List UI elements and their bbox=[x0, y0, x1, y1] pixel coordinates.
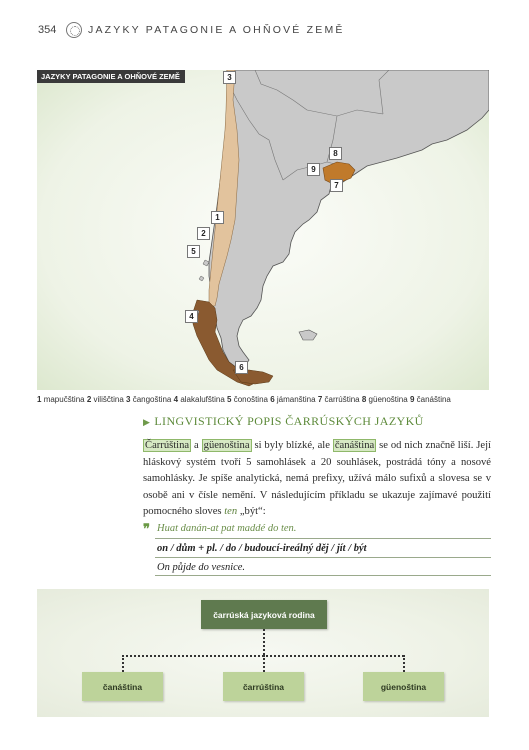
tree-leaf-node: güenoština bbox=[363, 672, 444, 701]
tree-root-node: čarrúská jazyková rodina bbox=[201, 600, 327, 629]
family-tree-diagram bbox=[37, 589, 489, 717]
caption-num: 9 bbox=[409, 395, 415, 404]
page-header bbox=[38, 20, 498, 42]
example-gloss: on / dům + pl. / do / budoucí-ireálný děj / jít / být bbox=[157, 543, 367, 554]
tree-leaf-node: čarrúština bbox=[223, 672, 304, 701]
highlight-term: güenoština bbox=[203, 440, 250, 451]
triangle-bullet-icon: ▶ bbox=[143, 417, 151, 427]
map-figure bbox=[37, 70, 489, 390]
caption-name: čangoština bbox=[132, 395, 172, 404]
quote-mark-icon: ❞ bbox=[143, 521, 150, 536]
caption-num: 4 bbox=[173, 395, 179, 404]
map-marker-6: 6 bbox=[235, 361, 248, 374]
example-translation: On půjde do vesnice. bbox=[157, 562, 246, 573]
highlight-term: Čarrúština bbox=[145, 440, 190, 451]
map-label: JAZYKY PATAGONIE A OHŇOVÉ ZEMĚ bbox=[37, 70, 185, 83]
map-caption bbox=[37, 395, 497, 404]
map-marker-2: 2 bbox=[197, 227, 210, 240]
map-marker-8: 8 bbox=[329, 147, 342, 160]
example-original: Huat danán-at pat maddé do ten. bbox=[157, 523, 297, 534]
book-logo-icon bbox=[66, 22, 82, 38]
caption-name: jámanština bbox=[276, 395, 316, 404]
section-heading bbox=[143, 414, 424, 429]
caption-num: 2 bbox=[86, 395, 92, 404]
map-marker-7: 7 bbox=[330, 179, 343, 192]
caption-name: alakalufština bbox=[180, 395, 225, 404]
map-marker-1: 1 bbox=[211, 211, 224, 224]
caption-num: 5 bbox=[227, 395, 232, 404]
caption-num: 7 bbox=[317, 395, 323, 404]
page-number: 354 bbox=[38, 24, 57, 36]
caption-num: 3 bbox=[126, 395, 131, 404]
paragraph-text: si byly blízké, ale bbox=[251, 440, 333, 451]
map-marker-4: 4 bbox=[185, 310, 198, 323]
map-marker-3: 3 bbox=[223, 71, 236, 84]
map-marker-9: 9 bbox=[307, 163, 320, 176]
section-title-text: LINGVISTICKÝ POPIS ČARRÚSKÝCH JAZYKŮ bbox=[154, 414, 424, 428]
tree-connector bbox=[263, 629, 265, 655]
caption-name: mapučština bbox=[43, 395, 85, 404]
map-marker-5: 5 bbox=[187, 245, 200, 258]
tree-connector bbox=[263, 655, 265, 672]
paragraph-text: „být“: bbox=[237, 506, 266, 518]
paragraph-text: se od nich značně liší. Její hláskový systém tvoří 5 samohlásek a 20 souhlásek, postrádá tóny a nosové samohlásky. Je spíše analytická, nemá prefixy, užívá málo sufixů a slovesa se v osobě ani v čísle nemění. V následujícím příkladu se ukazuje zajímavé použití pomocného sloves bbox=[143, 440, 492, 518]
tree-connector bbox=[403, 655, 405, 672]
caption-name: čonoština bbox=[233, 395, 268, 404]
tree-leaf-node: čanáština bbox=[82, 672, 163, 701]
caption-num: 6 bbox=[270, 395, 275, 404]
paragraph-text: a bbox=[191, 440, 202, 451]
caption-num: 1 bbox=[37, 395, 42, 404]
map-svg bbox=[37, 70, 489, 390]
running-title: JAZYKY PATAGONIE A OHŇOVÉ ZEMĚ bbox=[88, 24, 345, 36]
divider bbox=[155, 557, 491, 558]
caption-name: čanáština bbox=[416, 395, 451, 404]
caption-name: viliščtina bbox=[93, 395, 124, 404]
caption-num: 8 bbox=[361, 395, 367, 404]
divider bbox=[155, 538, 491, 539]
tree-connector bbox=[122, 655, 124, 672]
italic-term: ten bbox=[224, 506, 238, 518]
body-paragraph bbox=[143, 438, 491, 521]
caption-name: čarrúština bbox=[324, 395, 360, 404]
divider bbox=[155, 575, 491, 576]
highlight-term: čanáština bbox=[334, 440, 375, 451]
caption-name: güenoština bbox=[368, 395, 408, 404]
